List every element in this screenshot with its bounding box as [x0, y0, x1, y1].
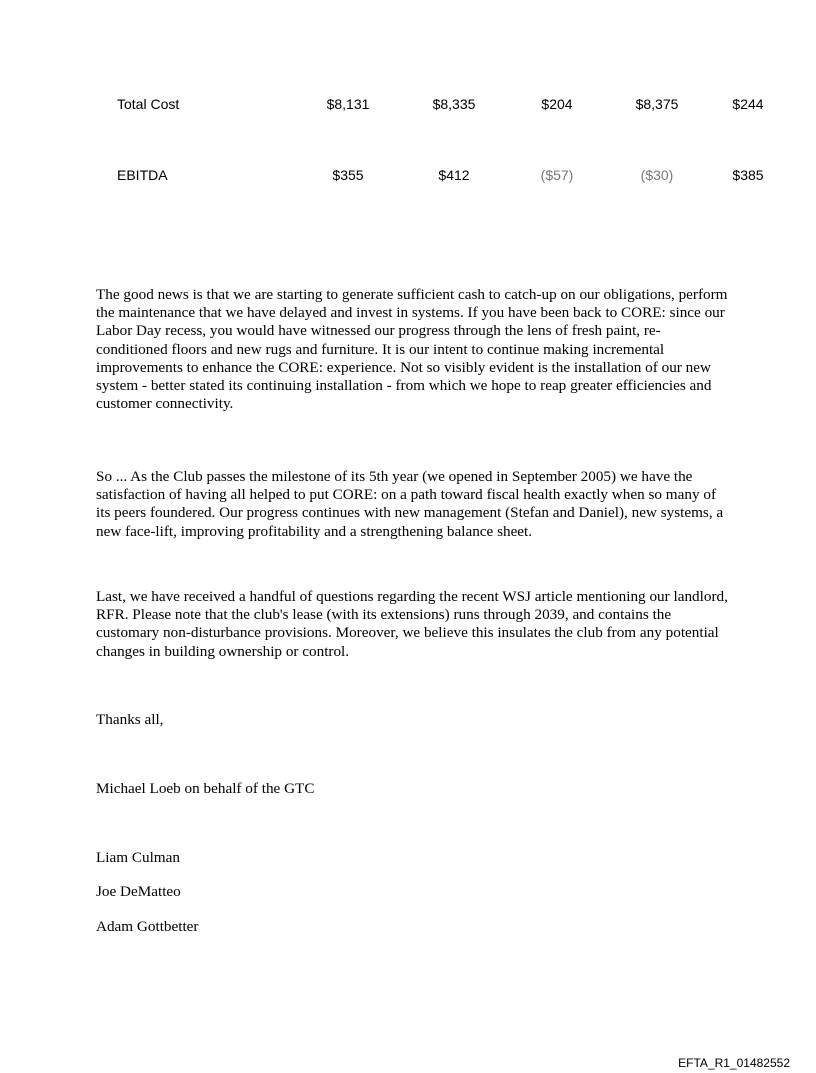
table-cell: $8,335	[432, 96, 476, 112]
table-cell: $385	[732, 167, 764, 183]
paragraph-good-news: The good news is that we are starting to generate sufficient cash to catch-up on our obligations, perform the maintenance that we have delayed and invest in systems. If you have been back to CORE: since our Labor Day recess, you would have witnessed our progress through the lens of fresh paint, re-conditioned floors and new rugs and furniture. It is our intent to continue making incremental improvements to enhance the CORE: experience. Not so visibly evident is the installation of our new system - better stated its continuing installation - from which we hope to reap greater efficiencies and customer connectivity.	[96, 286, 728, 413]
table-row-total-cost	[0, 94, 816, 114]
paragraph-milestone: So ... As the Club passes the milestone of its 5th year (we opened in September 2005) we have the satisfaction of having all helped to put CORE: on a path toward fiscal health exactly when so many of its peers foundered. Our progress continues with new management (Stefan and Daniel), new systems, a new face-lift, improving profitability and a strengthening balance sheet.	[96, 468, 724, 540]
sender-line: Michael Loeb on behalf of the GTC	[96, 780, 315, 797]
table-cell: $8,375	[635, 96, 679, 112]
table-cell-negative: ($30)	[640, 167, 674, 183]
table-cell: $355	[332, 167, 364, 183]
row-label: Total Cost	[117, 96, 180, 112]
document-id-footer: EFTA_R1_01482552	[678, 1056, 790, 1070]
table-cell: $412	[438, 167, 470, 183]
closing-line: Thanks all,	[96, 711, 164, 728]
signatory-name: Liam Culman	[96, 849, 180, 866]
paragraph-wsj-article: Last, we have received a handful of questions regarding the recent WSJ article mentioning our landlord, RFR. Please note that the club's lease (with its extensions) runs through 2039, and contains the customary non-disturbance provisions. Moreover, we believe this insulates the club from any potential changes in building ownership or control.	[96, 588, 728, 660]
row-label: EBITDA	[117, 167, 168, 183]
table-cell: $204	[541, 96, 573, 112]
table-cell: $244	[732, 96, 764, 112]
table-cell: $8,131	[326, 96, 370, 112]
signatory-name: Joe DeMatteo	[96, 883, 181, 900]
signatory-name: Adam Gottbetter	[96, 918, 199, 935]
table-row-ebitda	[0, 165, 816, 185]
table-cell-negative: ($57)	[540, 167, 574, 183]
